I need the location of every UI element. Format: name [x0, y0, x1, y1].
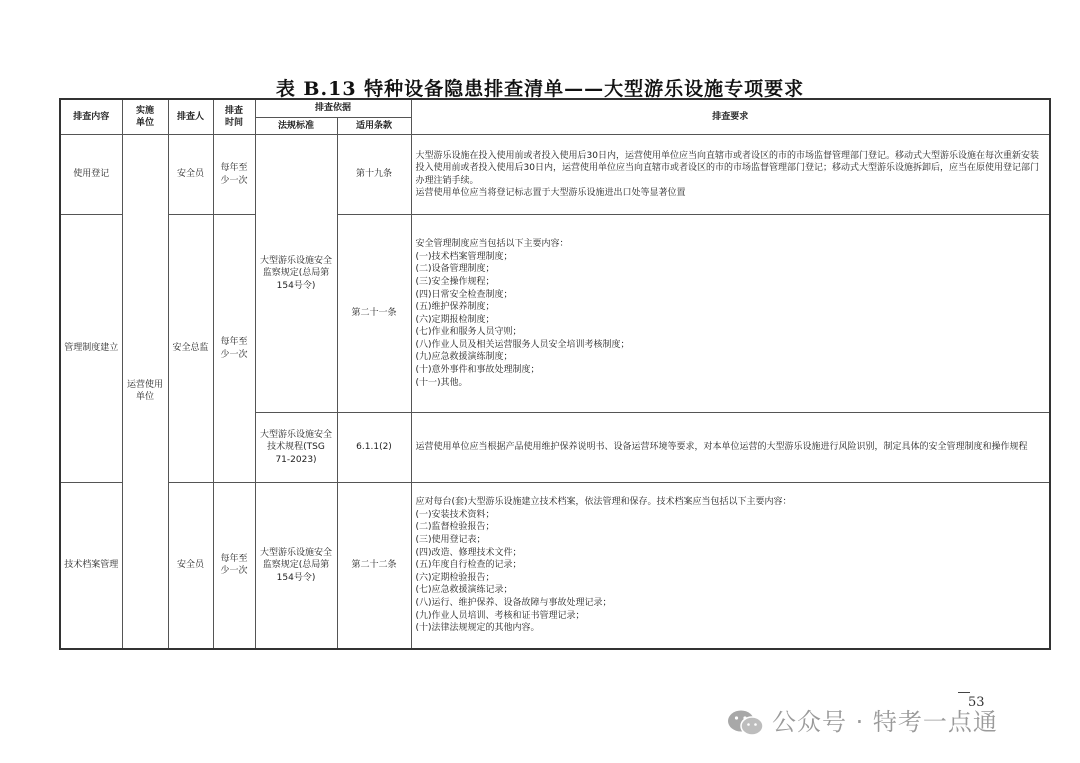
table-row — [60, 135, 1050, 215]
row-time: 每年至少一次 — [213, 135, 255, 215]
row-clause: 第十九条 — [337, 135, 411, 215]
row-content: 技术档案管理 — [60, 483, 122, 649]
row-requirement: 大型游乐设施在投入使用前或者投入使用后30日内，运营使用单位应当向直辖市或者设区的市的市场监督管理部门登记。移动式大型游乐设施在每次重新安装投入使用前或者投入使用后30日内，运营使用单位应当向直辖市或者设区的市的市场监督管理部门登记；移动式大型游乐设施拆卸后，应当在原使用登记部门办理注销手续。 运营使用单位应当将登记标志置于大型游乐设施进出口处等显著位置 — [411, 135, 1050, 215]
row-clause: 第二十二条 — [337, 483, 411, 649]
row-clause: 6.1.1(2) — [337, 413, 411, 483]
table-row — [60, 215, 1050, 413]
header-person: 排查人 — [168, 99, 213, 135]
table-row — [60, 483, 1050, 649]
page-number: 53 — [968, 695, 985, 710]
header-clause: 适用条款 — [337, 117, 411, 135]
row-law: 大型游乐设施安全监察规定(总局第154号令) — [255, 135, 337, 413]
page-title: 表 B.13 特种设备隐患排查清单——大型游乐设施专项要求 — [275, 78, 805, 100]
row-law: 大型游乐设施安全监察规定(总局第154号令) — [255, 483, 337, 649]
row-person: 安全总监 — [168, 215, 213, 483]
row-requirement: 运营使用单位应当根据产品使用维护保养说明书、设备运营环境等要求，对本单位运营的大型游乐设施进行风险识别，制定具体的安全管理制度和操作规程 — [411, 413, 1050, 483]
row-requirement: 安全管理制度应当包括以下主要内容： (一)技术档案管理制度； (二)设备管理制度； (三)安全操作规程； (四)日常安全检查制度； (五)维护保养制度； (六)定期报检制度； (七)作业和服务人员守则； (八)作业人员及相关运营服务人员安全培训考核制度； (九)应急救援演练制度； (十)意外事件和事故处理制度； (十一)其他。 — [411, 215, 1050, 413]
header-requirement: 排查要求 — [411, 99, 1050, 135]
row-requirement: 应对每台(套)大型游乐设施建立技术档案，依法管理和保存。技术档案应当包括以下主要内容： (一)安装技术资料； (二)监督检验报告； (三)使用登记表； (四)改造、修理技术文件； (五)年度自行检查的记录； (六)定期检验报告； (七)应急救援演练记录； (八)运行、维护保养、设备故障与事故处理记录； (九)作业人员培训、考核和证书管理记录； (十)法律法规规定的其他内容。 — [411, 483, 1050, 649]
row-law: 大型游乐设施安全技术规程(TSG 71-2023) — [255, 413, 337, 483]
inspection-table — [59, 98, 1051, 650]
row-unit: 运营使用单位 — [122, 135, 168, 649]
page-number-dash — [958, 692, 970, 693]
row-person: 安全员 — [168, 135, 213, 215]
row-clause: 第二十一条 — [337, 215, 411, 413]
header-law: 法规标准 — [255, 117, 337, 135]
row-person: 安全员 — [168, 483, 213, 649]
header-content: 排查内容 — [60, 99, 122, 135]
header-unit: 实施 单位 — [122, 99, 168, 135]
header-basis: 排查依据 — [255, 99, 411, 117]
row-content: 使用登记 — [60, 135, 122, 215]
row-content: 管理制度建立 — [60, 215, 122, 483]
row-time: 每年至少一次 — [213, 483, 255, 649]
watermark: 公众号 · 特考一点通 — [772, 708, 998, 736]
row-time: 每年至少一次 — [213, 215, 255, 483]
header-time: 排查 时间 — [213, 99, 255, 135]
wechat-icon — [726, 708, 766, 738]
